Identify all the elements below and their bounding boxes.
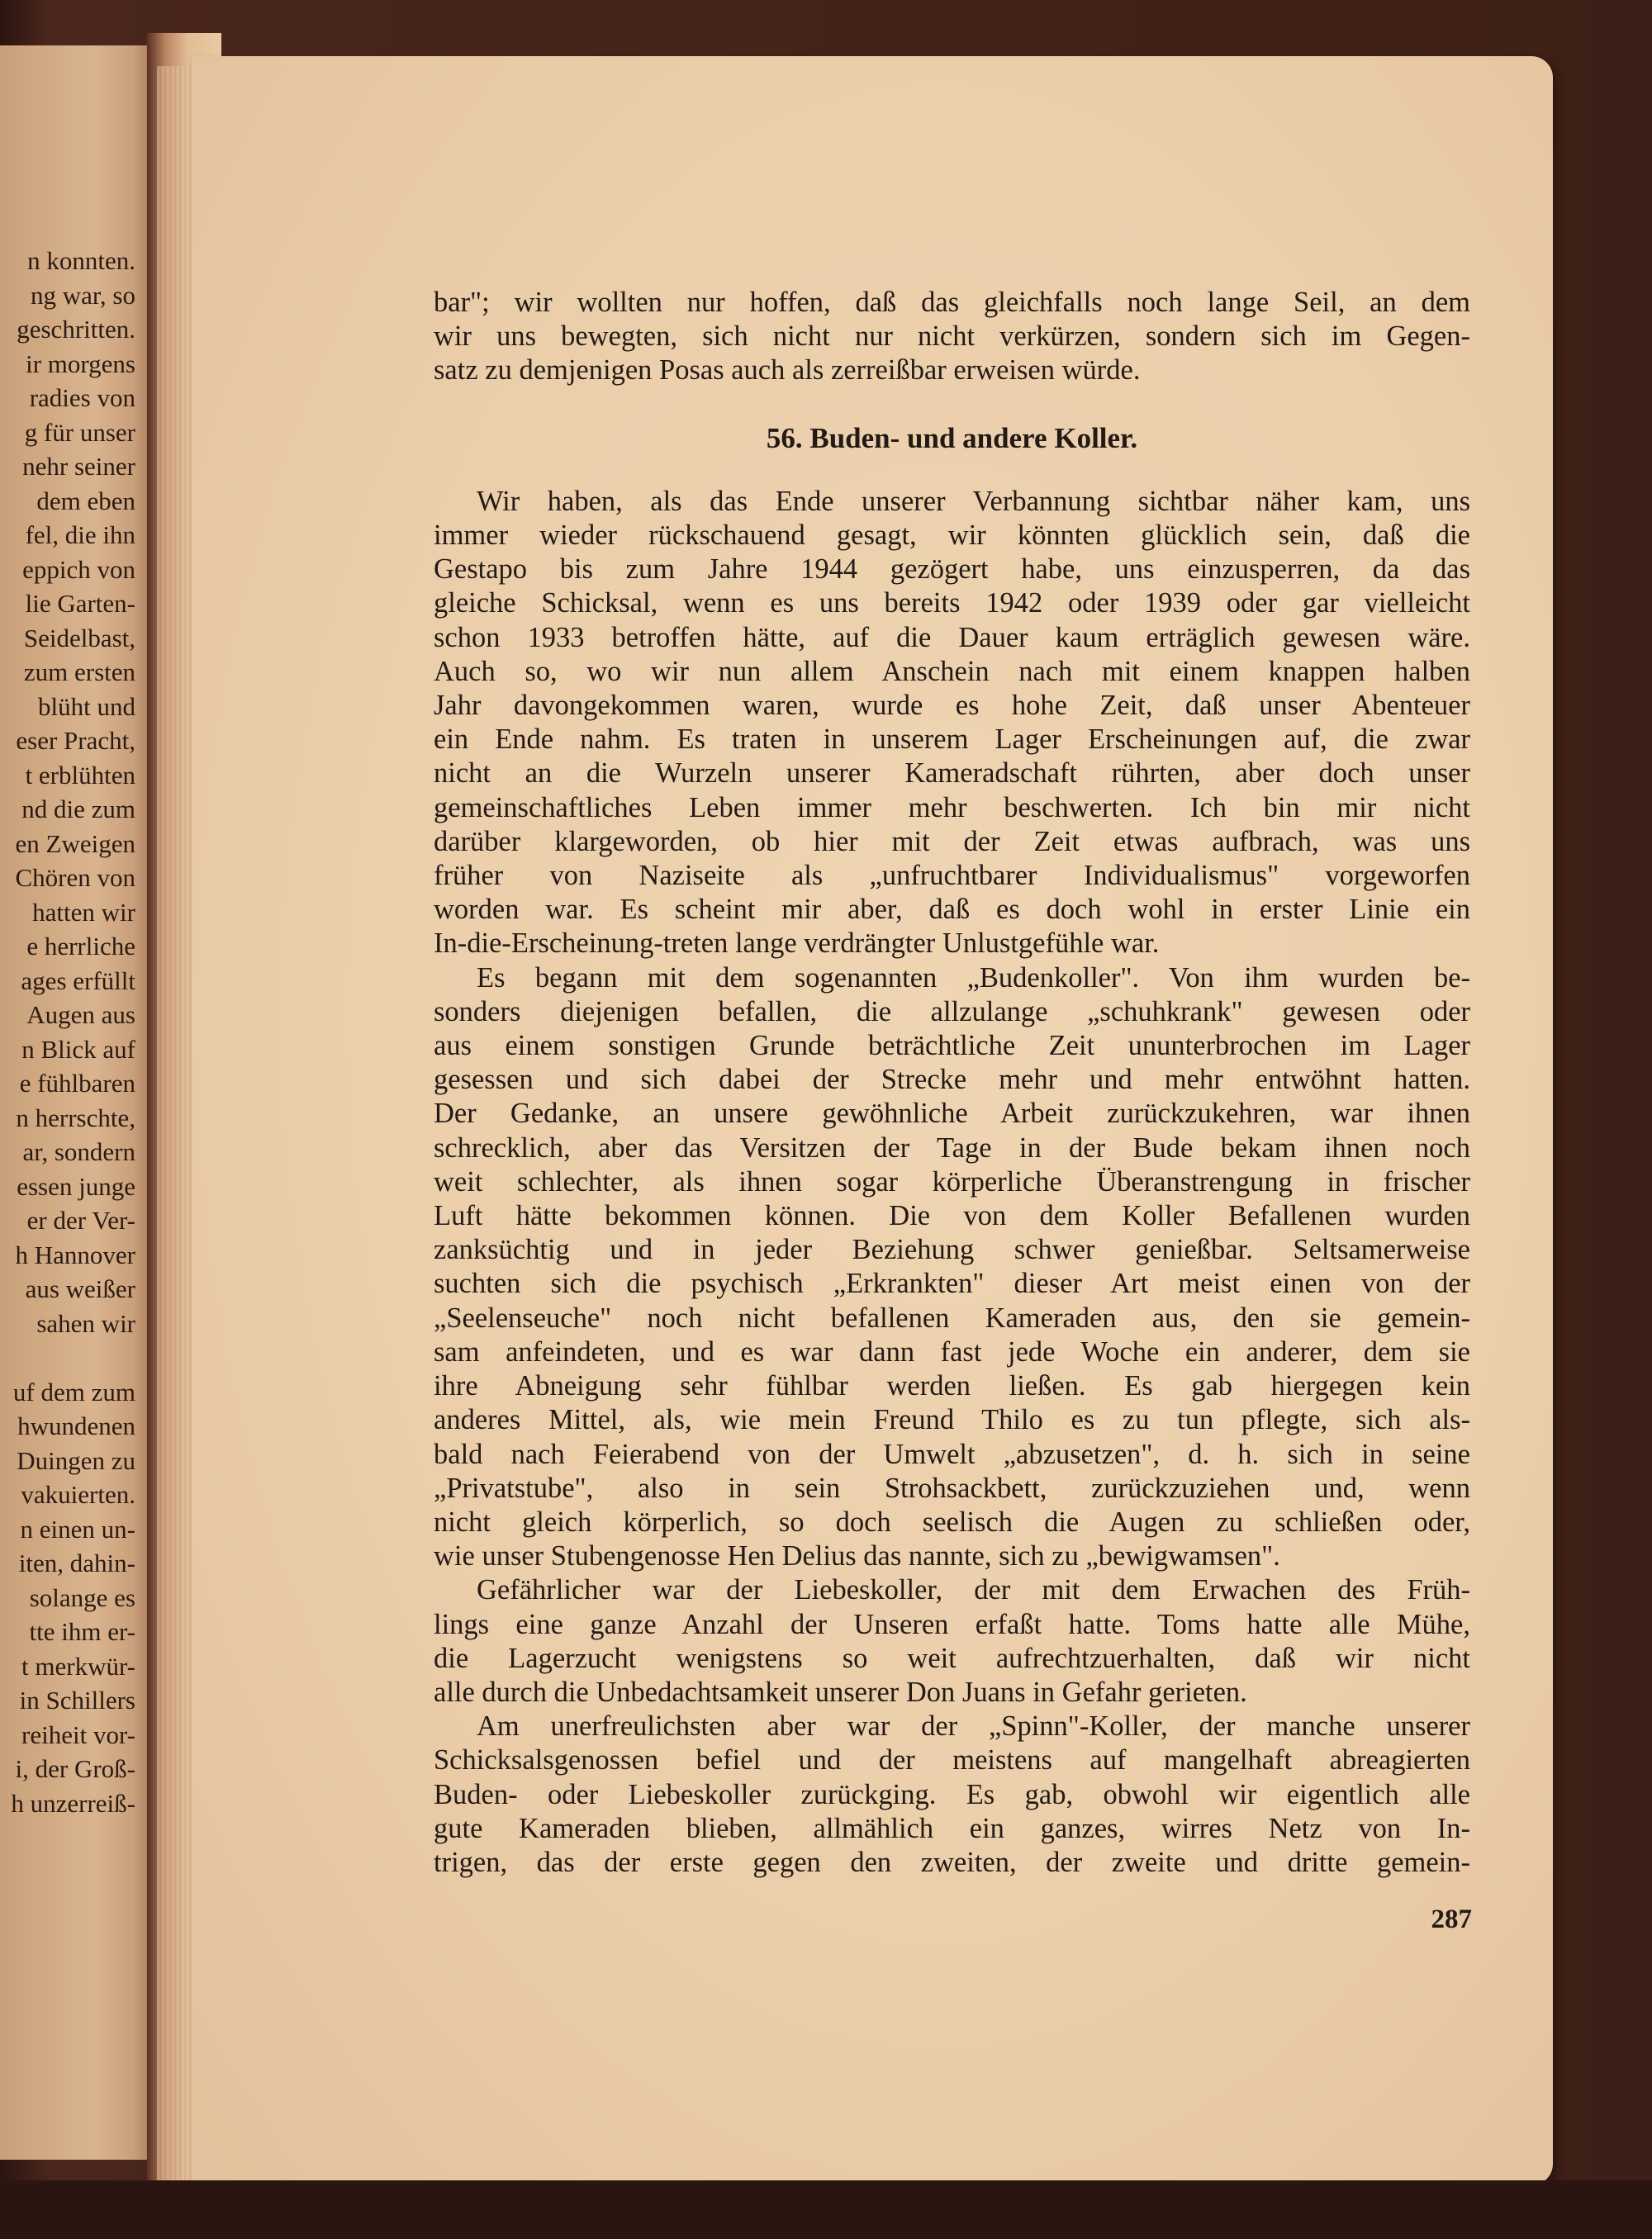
paragraph [434,1573,1470,1710]
text-line: alle durch die Unbedachtsamkeit unserer Don Juans in Gefahr gerieten. [434,1676,1247,1708]
previous-page-line: iten, dahin- [18,1549,135,1577]
text-line: satz zu demjenigen Posas auch als zerreißbar erweisen würde. [434,354,1141,387]
text-line: anderes Mittel, als, wie mein Freund Thilo es zu tun pflegte, sich als- [434,1404,1470,1436]
paragraph [434,961,1470,1574]
previous-page-line: ages erfüllt [21,965,135,995]
text-line: ihre Abneigung sehr fühlbar werden ließen. Es gab hiergegen kein [434,1370,1470,1402]
previous-page-line: h Hannover [15,1240,135,1269]
previous-page-line: tte ihm er- [29,1617,135,1646]
text-line: gesessen und sich dabei der Strecke mehr und mehr entwöhnt hatten. [434,1064,1470,1096]
text-line: immer wieder rückschauend gesagt, wir könnten glücklich sein, daß die [434,519,1470,552]
text-line: weit schlechter, als ihnen sogar körperliche Überanstrengung in frischer [434,1165,1470,1198]
current-page [192,56,1553,2185]
previous-page-line: hatten wir [32,897,135,927]
previous-page-line: eser Pracht, [16,726,135,755]
previous-page-line: fel, die ihn [25,520,135,549]
previous-page-line: nd die zum [21,795,135,823]
previous-page-line: ar, sondern [22,1137,135,1166]
previous-page-line: zum ersten [23,657,135,686]
text-line: Schicksalsgenossen befiel und der meistens auf mangelhaft abreagierten [434,1744,1470,1776]
text-line: aus einem sonstigen Grunde beträchtliche Zeit ununterbrochen im Lager [434,1030,1470,1062]
previous-page-line [0,1340,140,1375]
page-number: 287 [1431,1905,1472,1934]
previous-page-line: Chören von [15,863,135,892]
previous-page-line: n konnten. [27,246,135,275]
text-line: sam anfeindeten, und es war dann fast jede Woche ein anderer, dem sie [434,1335,1470,1368]
text-line: „Privatstube", also in sein Strohsackbett, zurückzuziehen und, wenn [434,1472,1470,1504]
text-line: bald nach Feierabend von der Umwelt „abzusetzen", d. h. sich in seine [434,1438,1470,1470]
chapter-heading: 56. Buden- und andere Koller. [766,421,1138,454]
previous-page-line: geschritten. [17,315,135,344]
previous-page-line: dem eben [36,486,135,515]
text-line: Der Gedanke, an unsere gewöhnliche Arbeit zurückzukehren, war ihnen [434,1098,1470,1130]
previous-page-text [0,244,140,1820]
previous-page-line: aus weißer [25,1274,135,1303]
chapter-body [434,485,1470,1880]
text-line: schrecklich, aber das Versitzen der Tage in der Bude bekam ihnen noch [434,1131,1470,1164]
text-line: gleiche Schicksal, wenn es uns bereits 1942 oder 1939 oder gar vielleicht [434,587,1470,619]
previous-page-line: er der Ver- [26,1206,135,1235]
text-line: Es begann mit dem sogenannten „Budenkoller". Von ihm wurden be- [477,961,1470,994]
previous-page-line: essen junge [17,1171,135,1201]
previous-page-line: Duingen zu [17,1445,135,1475]
text-line: gemeinschaftliches Leben immer mehr beschwerten. Ich bin mir nicht [434,791,1470,823]
text-line: Am unerfreulichsten aber war der „Spinn"-Koller, der manche unserer [477,1710,1470,1743]
page-text [434,286,1470,1880]
text-line: die Lagerzucht wenigstens so weit aufrechtzuerhalten, daß wir nicht [434,1642,1470,1674]
text-line: Buden- oder Liebeskoller zurückging. Es gab, obwohl wir eigentlich alle [434,1778,1470,1810]
previous-page-line: sahen wir [36,1308,135,1338]
previous-page-line: en Zweigen [15,828,135,858]
text-line: Wir haben, als das Ende unserer Verbannung sichtbar näher kam, uns [477,485,1470,517]
text-line: suchten sich die psychisch „Erkrankten" dieser Art meist einen von der [434,1268,1470,1300]
paragraph [434,485,1470,961]
previous-page-line: n einen un- [20,1514,135,1544]
previous-page-line: i, der Groß- [15,1754,135,1783]
previous-page-line: e herrliche [26,932,135,961]
text-line: ein Ende nahm. Es traten in unserem Lager Erscheinungen auf, die zwar [434,723,1470,756]
previous-page-line: reiheit vor- [21,1720,135,1749]
text-line: zanksüchtig und in jeder Beziehung schwer genießbar. Seltsamerweise [434,1234,1470,1266]
previous-page-line: radies von [29,383,135,412]
text-line: Auch so, wo wir nun allem Anschein nach mit einem knappen halben [434,655,1470,687]
previous-page-line: nehr seiner [22,452,135,481]
text-line: Gefährlicher war der Liebeskoller, der mit dem Erwachen des Früh- [477,1574,1470,1606]
previous-page-line: n Blick auf [21,1034,135,1064]
previous-page-line: Seidelbast, [23,623,135,652]
text-line: Gestapo bis zum Jahre 1944 gezögert habe, uns einzusperren, da das [434,553,1470,586]
previous-page-line: ir morgens [26,349,135,378]
previous-page-line: t erblühten [25,760,135,790]
text-line: wir uns bewegten, sich nicht nur nicht verkürzen, sondern sich im Gegen- [434,320,1470,353]
previous-page-line: in Schillers [19,1686,135,1715]
previous-page-line: vakuierten. [21,1480,135,1509]
text-line: nicht an die Wurzeln unserer Kameradschaft rührten, aber doch unser [434,757,1470,790]
page-edges [157,66,190,2180]
previous-page-line: h unzerreiß- [11,1788,135,1818]
text-line: Jahr davongekommen waren, wurde es hohe Zeit, daß unser Abenteuer [434,690,1470,722]
previous-page-line: lie Garten- [25,589,135,618]
paragraph [434,1710,1470,1880]
previous-page [0,45,157,2160]
text-line: wie unser Stubengenosse Hen Delius das nannte, sich zu „bewigwamsen". [434,1540,1280,1573]
text-line: nicht gleich körperlich, so doch seelisch die Augen zu schließen oder, [434,1506,1470,1538]
previous-page-line: g für unser [24,417,135,447]
previous-page-line: e fühlbaren [19,1069,135,1098]
text-line: trigen, das der erste gegen den zweiten, der zweite und dritte gemein- [434,1846,1470,1878]
previous-page-line: ng war, so [30,280,135,310]
previous-page-line: eppich von [22,554,135,584]
table-surface [0,2180,1652,2239]
previous-page-line: hwundenen [17,1411,135,1440]
text-line: sonders diejenigen befallen, die allzulange „schuhkrank" gewesen oder [434,995,1470,1027]
previous-page-line: solange es [29,1582,135,1612]
text-line: früher von Naziseite als „unfruchtbarer Individualismus" vorgeworfen [434,860,1470,892]
previous-page-line: Augen aus [26,1000,135,1029]
previous-page-line: n herrschte, [16,1103,135,1132]
text-line: Luft hätte bekommen können. Die von dem Koller Befallenen wurden [434,1200,1470,1232]
text-line: darüber klargeworden, ob hier mit der Zeit etwas aufbrach, was uns [434,825,1470,857]
opening-paragraph [434,286,1470,388]
previous-page-line: blüht und [38,691,135,721]
text-line: worden war. Es scheint mir aber, daß es doch wohl in erster Linie ein [434,894,1470,926]
text-line: schon 1933 betroffen hätte, auf die Dauer kaum erträglich gewesen wäre. [434,621,1470,653]
previous-page-line: uf dem zum [12,1377,135,1406]
previous-page-line: t merkwür- [21,1651,135,1681]
text-line: gute Kameraden blieben, allmählich ein ganzes, wirres Netz von In- [434,1812,1470,1844]
text-line: In-die-Erscheinung-treten lange verdrängter Unlustgefühle war. [434,927,1160,960]
text-line: lings eine ganze Anzahl der Unseren erfaßt hatte. Toms hatte alle Mühe, [434,1608,1470,1640]
text-line: bar"; wir wollten nur hoffen, daß das gleichfalls noch lange Seil, an dem [434,287,1470,318]
text-line: „Seelenseuche" noch nicht befallenen Kameraden aus, den sie gemein- [434,1302,1470,1334]
